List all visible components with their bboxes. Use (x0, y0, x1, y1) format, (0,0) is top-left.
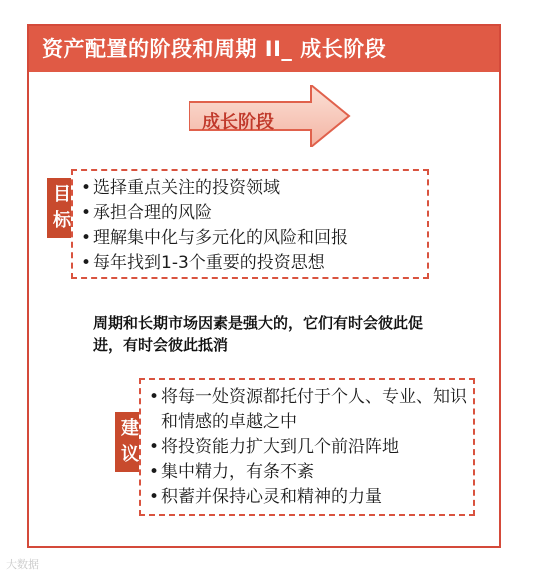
list-item: • 承担合理的风险 (79, 201, 421, 226)
list-item: • 积蓄并保持心灵和精神的力量 (147, 485, 467, 510)
goals-list (79, 176, 421, 276)
list-item: • 将每一处资源都托付于个人、专业、知识和情感的卓越之中 (147, 385, 471, 435)
advice-box (139, 378, 475, 516)
watermark: 大数据 (6, 558, 39, 571)
advice-tag-text: 建议 (121, 418, 139, 465)
goals-tag-text: 目标 (53, 184, 71, 231)
list-item: • 将投资能力扩大到几个前沿阵地 (147, 435, 467, 460)
advice-list (147, 385, 467, 510)
list-item: • 每年找到1-3个重要的投资思想 (79, 251, 421, 276)
slide-frame (27, 24, 501, 548)
list-item: • 选择重点关注的投资领域 (79, 176, 421, 201)
page-title: 资产配置的阶段和周期 II_ 成长阶段 (29, 26, 499, 72)
list-item: • 集中精力，有条不紊 (147, 460, 467, 485)
list-item: • 理解集中化与多元化的风险和回报 (79, 226, 421, 251)
goals-box (71, 169, 429, 279)
arrow-label: 成长阶段 (202, 112, 274, 133)
middle-statement: 周期和长期市场因素是强大的，它们有时会彼此促进，有时会彼此抵消 (93, 314, 424, 354)
